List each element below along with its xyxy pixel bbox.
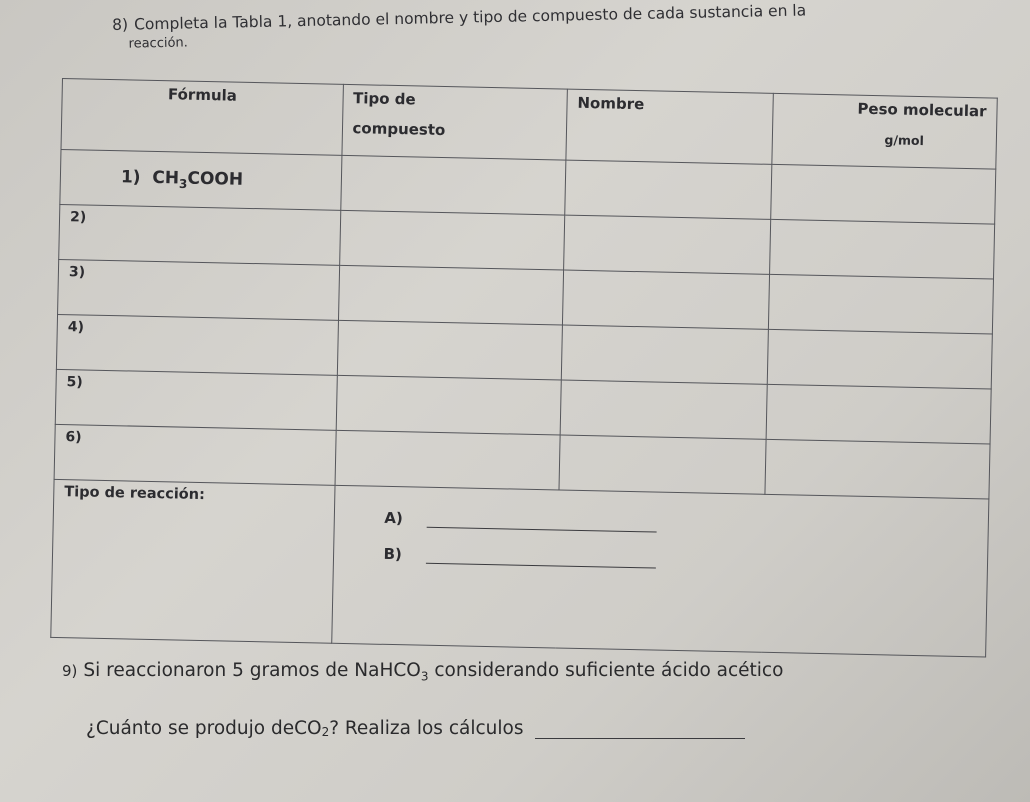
header-tipo-line2: compuesto (352, 119, 446, 140)
reaction-answers-cell (331, 485, 989, 657)
question-9-part1: Si reaccionaron 5 gramos de (83, 660, 355, 681)
question-9-line2-part1: ¿Cuánto se produjo de (86, 718, 295, 739)
question-9 (62, 660, 783, 684)
question-8-text-line1: Completa la Tabla 1, anotando el nombre y tipo de compuesto de cada sustancia en la (133, 1, 807, 34)
question-8 (112, 0, 993, 54)
compound-nahco3-sub: 3 (420, 669, 429, 684)
question-9-number: 9) (62, 662, 78, 680)
header-tipo (341, 84, 567, 160)
row-1-peso-cell[interactable] (770, 164, 996, 224)
header-nombre: Nombre (566, 89, 773, 164)
row-2-nombre-cell[interactable] (563, 215, 770, 274)
row-5-label: 5) (55, 369, 337, 430)
row-4-peso-cell[interactable] (767, 329, 993, 389)
header-peso-label: Peso molecular (857, 99, 987, 121)
question-8-text-line2: reacción. (128, 35, 189, 52)
row-3-nombre-cell[interactable] (562, 270, 769, 329)
row-1-formula-sub: 3 (178, 176, 188, 191)
answer-b-label: B) (383, 544, 403, 564)
row-1-label: 1) (120, 167, 141, 188)
row-1-tipo-cell[interactable] (340, 155, 565, 215)
row-6-nombre-cell[interactable] (559, 435, 766, 494)
answer-a-label: A) (384, 508, 404, 528)
compound-co2: CO (294, 718, 322, 739)
header-formula: Fórmula (61, 79, 343, 156)
question-9-line2 (86, 710, 745, 739)
row-2-peso-cell[interactable] (769, 219, 995, 279)
row-4-label: 4) (56, 314, 338, 375)
answer-b-blank[interactable] (426, 549, 656, 569)
question-8-number: 8) (112, 15, 129, 34)
row-6-tipo-cell[interactable] (335, 430, 560, 490)
row-6-peso-cell[interactable] (765, 439, 991, 499)
row-3-peso-cell[interactable] (768, 274, 994, 334)
row-1-formula-end: COOH (187, 168, 244, 190)
row-2-tipo-cell[interactable] (339, 210, 564, 270)
row-2-label: 2) (59, 204, 341, 265)
question-9-part2: considerando suficiente ácido acético (428, 660, 784, 681)
row-3-tipo-cell[interactable] (338, 265, 563, 325)
header-peso-unit: g/mol (884, 132, 925, 149)
row-1-formula (60, 149, 342, 210)
row-4-nombre-cell[interactable] (561, 325, 768, 384)
row-5-peso-cell[interactable] (766, 384, 992, 444)
row-3-label: 3) (58, 259, 340, 320)
reaction-type-label: Tipo de reacción: (51, 479, 335, 643)
row-1-formula-main: CH (152, 167, 180, 189)
compound-table (50, 78, 998, 657)
row-4-tipo-cell[interactable] (337, 320, 562, 380)
row-5-nombre-cell[interactable] (560, 380, 767, 439)
table-1 (50, 78, 998, 657)
reaction-row (51, 479, 989, 657)
header-tipo-line1: Tipo de (352, 89, 416, 109)
question-9-line2-part2: ? Realiza los cálculos (329, 718, 524, 739)
row-6-label: 6) (54, 424, 336, 485)
row-1-nombre-cell[interactable] (565, 160, 772, 219)
row-5-tipo-cell[interactable] (336, 375, 561, 435)
compound-co2-sub: 2 (321, 725, 330, 739)
header-peso (771, 93, 997, 169)
question-9-answer-blank[interactable] (535, 710, 745, 739)
compound-nahco3: NaHCO (354, 660, 421, 681)
